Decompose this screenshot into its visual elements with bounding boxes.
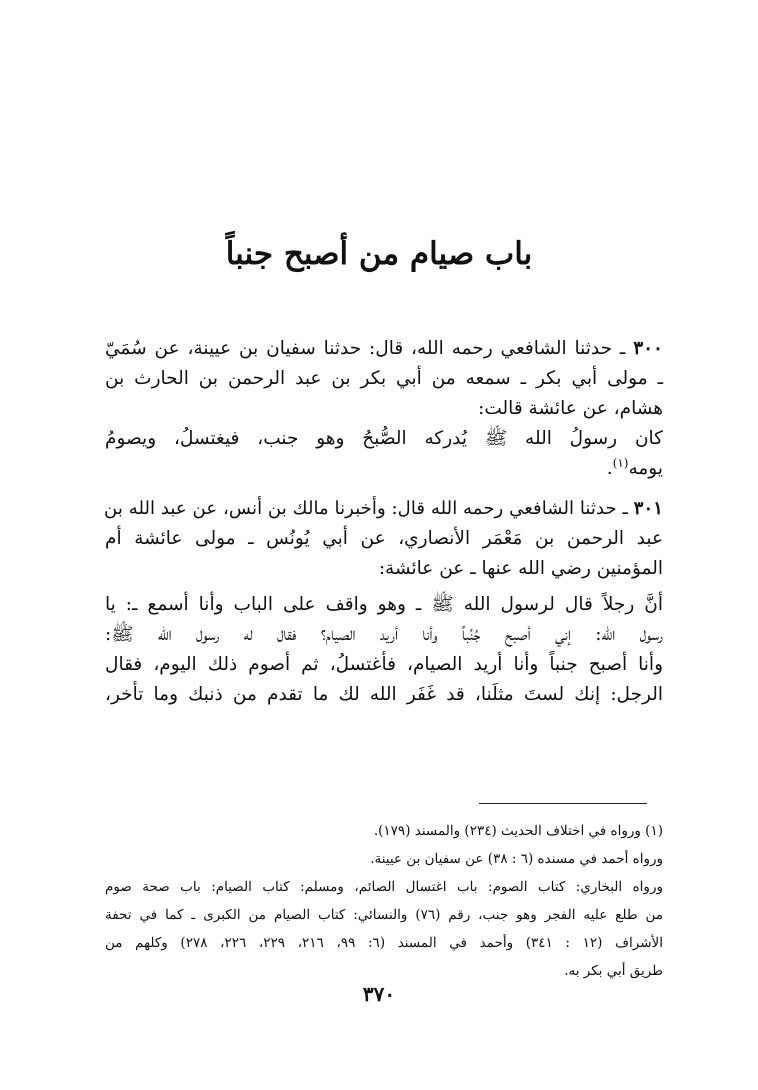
footnote-line: (١) ورواه في اختلاف الحديث (٢٣٤) والمسند (١٧٩). [373,823,663,839]
isnad-line: ـ مولى أبي بكر ـ سمعه من أبي بكر بن عبد الرحمن بن الحارث بن [105,368,663,389]
isnad-line: المؤمنين رضي الله عنها ـ عن عائشة: [378,558,663,579]
footnote-line: من طلع عليه الفجر وهو جنب، رقم (٧٦) والنسائي: كتاب الصيام من الكبرى ـ كما في تحفة [105,907,663,923]
matn-text: يومه [628,458,663,479]
hadith-300 [105,334,663,484]
main-text [105,334,663,714]
isnad-line: هشام، عن عائشة قالت: [478,398,663,419]
footnote-line: ورواه البخاري: كتاب الصوم: باب اغتسال الصائم، ومسلم: كتاب الصيام: باب صحة صوم [105,879,663,895]
matn-line: كان رسولُ الله ﷺ يُدركه الصُّبحُ وهو جنب، فيغتسلُ، ويصومُ [105,428,663,449]
matn-line: وأنا أصبح جنباً وأنا أريد الصيام، فأغتسلُ، ثم أصوم ذلك اليوم، فقال [105,654,663,675]
matn-line: الرجل: إنك لستَ مثلَنا، قد غَفَر الله لك ما تقدم من ذنبك وما تأخر، [105,684,663,705]
hadith-number: ٣٠٠ [633,338,663,359]
hadith-301 [105,494,663,710]
matn-line [105,454,663,484]
hadith-line [105,494,663,524]
footnote-line: الأشراف (١٢ : ٣٤١) وأحمد في المسند (٦: ٩٩، ٢١٦، ٢٢٩، ٢٢٦، ٢٧٨) وكلهم من [105,935,664,951]
page-number: ٣٧٠ [362,982,396,1006]
hadith-number: ٣٠١ [633,498,663,519]
footnote-line: طريق أبي بكر به. [564,963,663,979]
isnad-line: عبد الرحمن بن مَعْمَر الأنصاري، عن أبي يُونُس ـ مولى عائشة أم [105,528,663,549]
footnote-divider [479,803,647,804]
end-punct: . [606,458,613,479]
isnad-line: ـ حدثنا الشافعي رحمه الله قال: وأخبرنا مالك بن أنس، عن عبد الله بن [104,498,628,519]
footnote-line: ورواه أحمد في مسنده (٦ : ٣٨) عن سفيان بن عيينة. [370,851,663,867]
chapter-title: باب صيام من أصبح جنباً [225,236,533,272]
matn-line: رسول الله: إني أصبح جُنُباً وأنا أريد الصيام؟ فقال له رسول الله ﷺ: [105,624,663,645]
footnotes [105,817,663,985]
isnad-line: ـ حدثنا الشافعي رحمه الله، قال: حدثنا سفيان بن عيينة، عن سُمَيّ [105,338,626,359]
footnote-marker[interactable]: (١) [612,455,629,470]
matn-line: أنَّ رجلاً قال لرسول الله ﷺ ـ وهو واقف على الباب وأنا أسمع ـ: يا [105,594,663,615]
hadith-line [105,334,663,364]
